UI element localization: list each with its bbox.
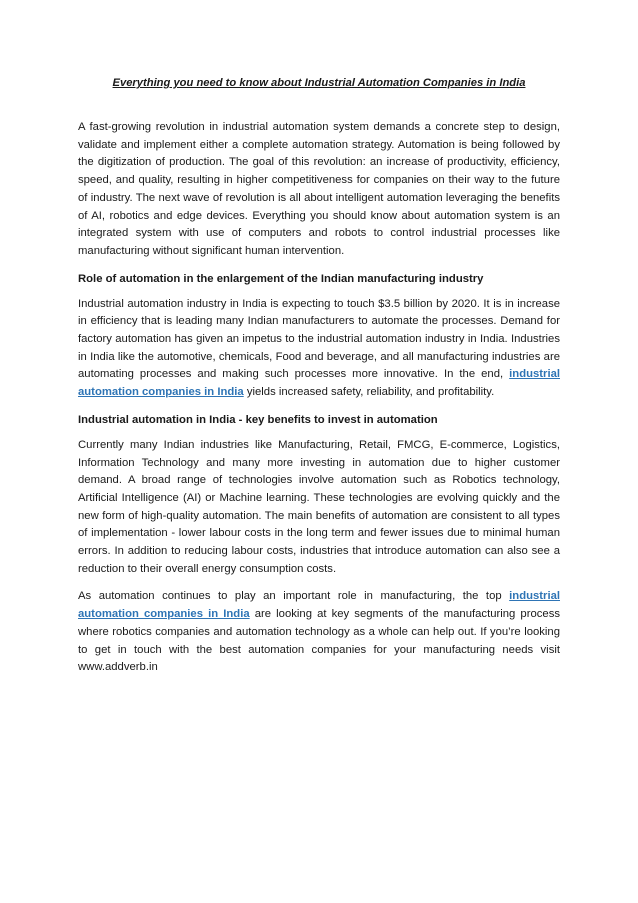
paragraph-text: are looking at key segments of the manufacturing process where robotics companies and automation technology as a whole can help out. If you’re looking to get in touch with the best automation companies for your manufacturing needs visit www.addverb.in <box>78 608 560 674</box>
closing-paragraph <box>78 588 560 677</box>
section-paragraph-role-of-automation <box>78 296 560 402</box>
section-heading-key-benefits: Industrial automation in India - key benefits to invest in automation <box>78 413 438 426</box>
section-paragraph-key-benefits: Currently many Indian industries like Manufacturing, Retail, FMCG, E-commerce, Logistics, Information Technology and many more investing in automation due to higher customer demand. A broad range of technologies involve automation such as Robotics technology, Artificial Intelligence (AI) or Machine learning. These technologies are evolving quickly and the new form of high-quality automation. The main benefits of automation are consistent to all types of implementation - lower labour costs in the long term and fewer issues due to minimal human errors. In addition to reducing labour costs, industries that introduce automation can also see a reduction to their overall energy consumption costs. <box>78 438 560 575</box>
industrial-automation-companies-link[interactable]: industrial automation companies in India <box>78 590 560 621</box>
intro-paragraph: A fast-growing revolution in industrial automation system demands a concrete step to design, validate and implement either a complete automation strategy. Automation is being followed by the digitization of production. The goal of this revolution: an increase of productivity, efficiency, speed, and quality, resulting in higher competitiveness for companies on their way to the future of industry. The next wave of revolution is all about intelligent automation leveraging the benefits of AI, robotics and edge devices. Everything you should know about automation system is an integrated system with use of computers and robots to control industrial processes like manufacturing without significant human intervention. <box>78 121 560 257</box>
document-title: Everything you need to know about Industrial Automation Companies in India <box>112 77 526 89</box>
paragraph-text: Industrial automation industry in India is expecting to touch $3.5 billion by 2020. It is in increase in efficiency that is leading many Indian manufacturers to automate the processes. Demand for factory automation has given an impetus to the industrial automation industry in India. Industries in India like the automotive, chemicals, Food and beverage, and all manufacturing industries are automating processes and making such processes more innovative. In the end, <box>78 297 560 381</box>
paragraph-text: yields increased safety, reliability, and profitability. <box>243 386 495 399</box>
industrial-automation-companies-link[interactable]: industrial automation companies in India <box>78 368 560 399</box>
paragraph-text: As automation continues to play an important role in manufacturing, the top <box>78 590 510 603</box>
section-heading-role-of-automation: Role of automation in the enlargement of the Indian manufacturing industry <box>78 272 484 285</box>
